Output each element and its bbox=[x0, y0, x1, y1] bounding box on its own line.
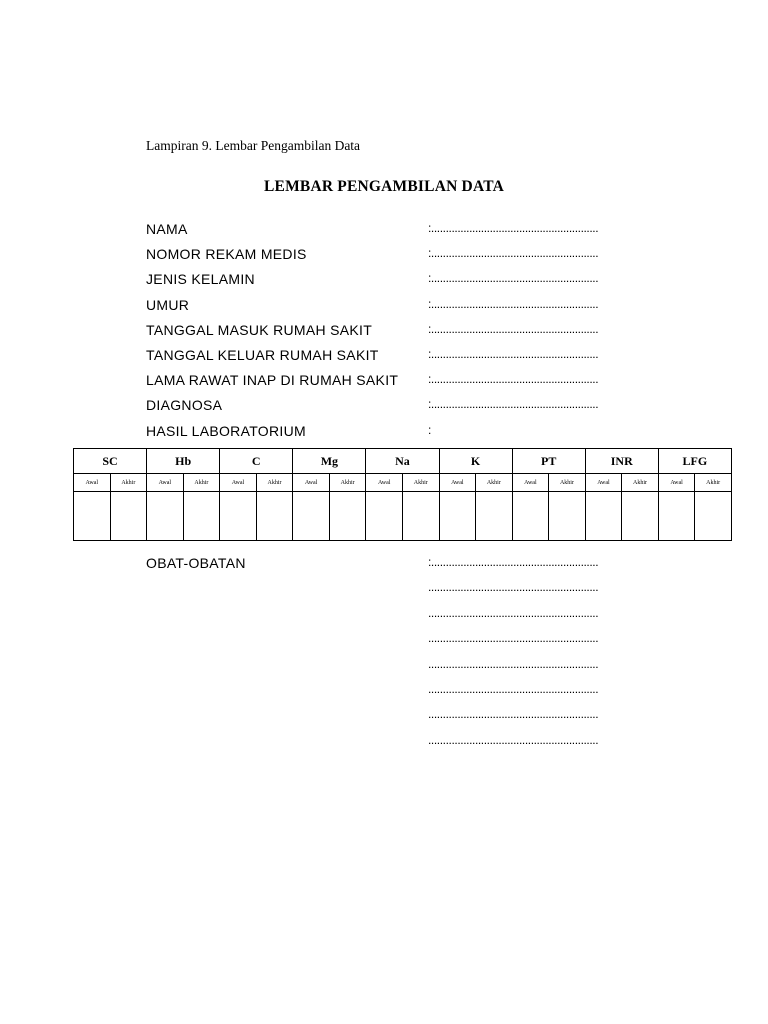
field-blank: :......................................................... bbox=[428, 221, 599, 235]
obat-line bbox=[146, 707, 666, 732]
field-label: OBAT-OBATAN bbox=[146, 555, 246, 571]
lab-sub-akhir: Akhir bbox=[329, 474, 366, 492]
field-blank: :......................................................... bbox=[428, 397, 599, 412]
lab-results-table bbox=[73, 448, 732, 541]
field-jenis-kelamin bbox=[146, 271, 666, 296]
lab-entry-cell bbox=[658, 492, 695, 541]
field-blank: .......................................................... bbox=[428, 681, 599, 696]
field-nomor-rekam-medis bbox=[146, 246, 666, 271]
field-blank: :......................................................... bbox=[428, 372, 599, 387]
field-blank: :......................................................... bbox=[428, 321, 599, 336]
lab-entry-cell bbox=[622, 492, 659, 541]
lab-sub-awal: Awal bbox=[74, 474, 111, 492]
lab-entry-cell bbox=[256, 492, 293, 541]
lab-param-header: C bbox=[220, 449, 293, 474]
lab-entry-cell bbox=[695, 492, 732, 541]
field-label: JENIS KELAMIN bbox=[146, 271, 255, 288]
field-label: UMUR bbox=[146, 296, 190, 313]
field-obat-obatan bbox=[146, 555, 666, 580]
lab-sub-akhir: Akhir bbox=[183, 474, 220, 492]
field-label: DIAGNOSA bbox=[146, 397, 223, 414]
obat-line bbox=[146, 606, 666, 631]
patient-fields bbox=[146, 221, 666, 448]
lab-entry-cell bbox=[585, 492, 622, 541]
field-tanggal-keluar bbox=[146, 347, 666, 372]
lab-sub-awal: Awal bbox=[658, 474, 695, 492]
lab-sub-awal: Awal bbox=[512, 474, 549, 492]
obat-line bbox=[146, 580, 666, 605]
field-hasil-laboratorium bbox=[146, 423, 666, 448]
field-label: NOMOR REKAM MEDIS bbox=[146, 246, 307, 263]
field-blank: :......................................................... bbox=[428, 346, 599, 361]
field-nama bbox=[146, 221, 666, 246]
obat-line bbox=[146, 682, 666, 707]
lab-subheader-row bbox=[74, 474, 732, 492]
lab-entry-cell bbox=[183, 492, 220, 541]
lab-param-header: SC bbox=[74, 449, 147, 474]
lab-entry-cell bbox=[220, 492, 257, 541]
obat-line bbox=[146, 733, 666, 758]
field-tanggal-masuk bbox=[146, 322, 666, 347]
lab-entry-cell bbox=[512, 492, 549, 541]
lab-entry-cell bbox=[110, 492, 147, 541]
lab-sub-akhir: Akhir bbox=[622, 474, 659, 492]
lab-entry-cell bbox=[366, 492, 403, 541]
lab-sub-awal: Awal bbox=[293, 474, 330, 492]
lab-sub-akhir: Akhir bbox=[476, 474, 513, 492]
lab-sub-akhir: Akhir bbox=[549, 474, 586, 492]
lab-sub-awal: Awal bbox=[147, 474, 184, 492]
lab-sub-akhir: Akhir bbox=[110, 474, 147, 492]
lab-entry-cell bbox=[147, 492, 184, 541]
page-title: LEMBAR PENGAMBILAN DATA bbox=[264, 178, 504, 195]
lab-sub-awal: Awal bbox=[220, 474, 257, 492]
lab-param-header: Mg bbox=[293, 449, 366, 474]
lab-sub-awal: Awal bbox=[366, 474, 403, 492]
field-blank: .......................................................... bbox=[428, 732, 599, 747]
lab-param-header: INR bbox=[585, 449, 658, 474]
field-umur bbox=[146, 297, 666, 322]
lab-sub-akhir: Akhir bbox=[402, 474, 439, 492]
field-label: HASIL LABORATORIUM bbox=[146, 422, 306, 439]
lab-sub-awal: Awal bbox=[585, 474, 622, 492]
field-lama-rawat-inap bbox=[146, 372, 666, 397]
field-blank: .......................................................... bbox=[428, 631, 599, 646]
appendix-caption: Lampiran 9. Lembar Pengambilan Data bbox=[146, 138, 361, 153]
field-blank: .......................................................... bbox=[428, 605, 599, 620]
field-label: NAMA bbox=[146, 221, 188, 237]
field-blank: : bbox=[428, 422, 431, 437]
lab-param-header: LFG bbox=[658, 449, 731, 474]
field-blank: :......................................................... bbox=[428, 271, 599, 286]
obat-line bbox=[146, 657, 666, 682]
lab-entry-cell bbox=[293, 492, 330, 541]
lab-param-header: K bbox=[439, 449, 512, 474]
lab-sub-akhir: Akhir bbox=[695, 474, 732, 492]
field-label: TANGGAL MASUK RUMAH SAKIT bbox=[146, 321, 373, 338]
field-blank: .......................................................... bbox=[428, 656, 599, 671]
lab-header-row bbox=[74, 449, 732, 474]
lab-param-header: Na bbox=[366, 449, 439, 474]
field-blank: .......................................................... bbox=[428, 707, 599, 722]
lab-entry-cell bbox=[549, 492, 586, 541]
field-diagnosa bbox=[146, 397, 666, 422]
lab-entry-cell bbox=[74, 492, 111, 541]
lab-entry-row bbox=[74, 492, 732, 541]
lab-entry-cell bbox=[402, 492, 439, 541]
lab-entry-cell bbox=[439, 492, 476, 541]
lab-param-header: Hb bbox=[147, 449, 220, 474]
lab-sub-akhir: Akhir bbox=[256, 474, 293, 492]
lab-entry-cell bbox=[329, 492, 366, 541]
field-blank: :......................................................... bbox=[428, 555, 599, 569]
field-blank: :......................................................... bbox=[428, 296, 599, 311]
obat-line bbox=[146, 631, 666, 656]
obat-section bbox=[146, 555, 666, 758]
field-label: LAMA RAWAT INAP DI RUMAH SAKIT bbox=[146, 372, 399, 389]
lab-entry-cell bbox=[476, 492, 513, 541]
field-blank: .......................................................... bbox=[428, 580, 599, 595]
field-label: TANGGAL KELUAR RUMAH SAKIT bbox=[146, 346, 379, 363]
lab-sub-awal: Awal bbox=[439, 474, 476, 492]
lab-param-header: PT bbox=[512, 449, 585, 474]
field-blank: :......................................................... bbox=[428, 246, 599, 261]
